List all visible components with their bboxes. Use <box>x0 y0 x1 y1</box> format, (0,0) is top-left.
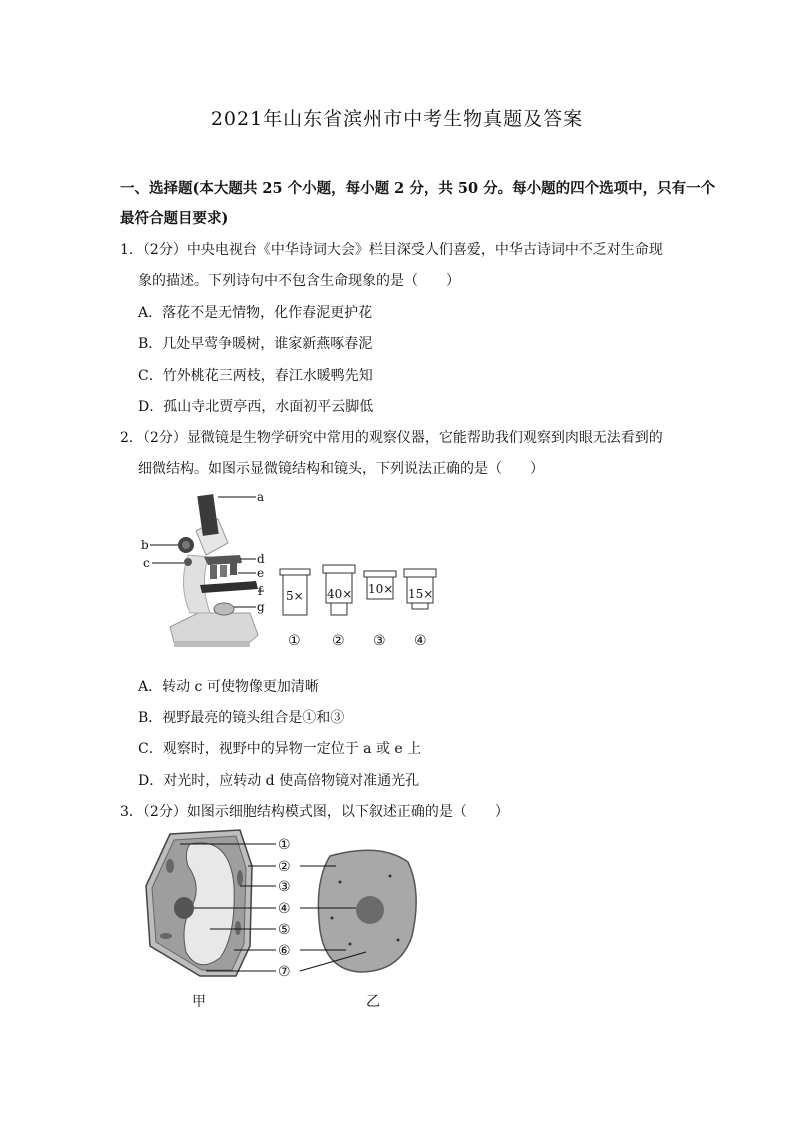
lens-2-num: ② <box>332 633 345 649</box>
label-e: e <box>257 566 265 580</box>
q1-stem-cont: 象的描述。下列诗句中不包含生命现象的是（ ） <box>138 273 460 289</box>
lens-2-mag: 40× <box>327 587 353 601</box>
lens-4-mag: 15× <box>408 587 434 601</box>
cell-label-4: ④ <box>278 901 291 917</box>
label-g: g <box>257 600 265 614</box>
label-f: f <box>258 584 263 598</box>
lens-4-num: ④ <box>414 633 427 649</box>
cell-label-6: ⑥ <box>278 943 291 959</box>
q1-stem: 1．（2分）中央电视台《中华诗词大会》栏目深受人们喜爱，中华古诗词中不乏对生命现 <box>120 242 663 258</box>
cell-label-1: ① <box>278 837 291 853</box>
cell-label-2: ② <box>278 859 291 875</box>
lens-1-num: ① <box>288 633 301 649</box>
section-header-cont: 最符合题目要求) <box>120 210 229 227</box>
label-b: b <box>141 538 149 552</box>
q2-stem: 2．（2分）显微镜是生物学研究中常用的观察仪器，它能帮助我们观察到肉眼无法看到的 <box>120 430 663 446</box>
section-header: 一、选择题(本大题共 25 个小题，每小题 2 分，共 50 分。每小题的四个选项中，只有一个 <box>120 180 716 197</box>
lens-1-mag: 5× <box>286 589 304 603</box>
q1-option-a: A．落花不是无情物，化作春泥更护花 <box>138 305 373 321</box>
lens-3-num: ③ <box>373 633 386 649</box>
q2-option-d: D．对光时，应转动 d 使高倍物镜对准通光孔 <box>138 773 420 789</box>
q3-stem: 3．（2分）如图示细胞结构模式图，以下叙述正确的是（ ） <box>120 804 509 820</box>
cell-caption-b: 乙 <box>366 994 380 1010</box>
cell-caption-a: 甲 <box>192 994 206 1010</box>
q1-option-c: C．竹外桃花三两枝，春江水暖鸭先知 <box>138 368 373 384</box>
cell-label-3: ③ <box>278 879 291 895</box>
q2-option-c: C．观察时，视野中的异物一定位于 a 或 e 上 <box>138 741 422 757</box>
q2-option-b: B．视野最亮的镜头组合是①和③ <box>138 710 345 726</box>
q1-option-b: B．几处早莺争暖树，谁家新燕啄春泥 <box>138 336 373 352</box>
cell-figure <box>140 826 430 1016</box>
cell-label-5: ⑤ <box>278 922 291 938</box>
label-d: d <box>257 552 265 566</box>
q2-option-a: A．转动 c 可使物像更加清晰 <box>138 679 319 695</box>
q2-stem-cont: 细微结构。如图示显微镜结构和镜头，下列说法正确的是（ ） <box>138 461 544 477</box>
label-c: c <box>143 556 150 570</box>
cell-label-7: ⑦ <box>278 964 291 980</box>
page-title: 2021年山东省滨州市中考生物真题及答案 <box>210 108 584 130</box>
lens-3-mag: 10× <box>368 582 394 596</box>
q1-option-d: D．孤山寺北贾亭西，水面初平云脚低 <box>138 399 374 415</box>
microscope-figure <box>138 485 448 660</box>
label-a: a <box>257 490 265 504</box>
